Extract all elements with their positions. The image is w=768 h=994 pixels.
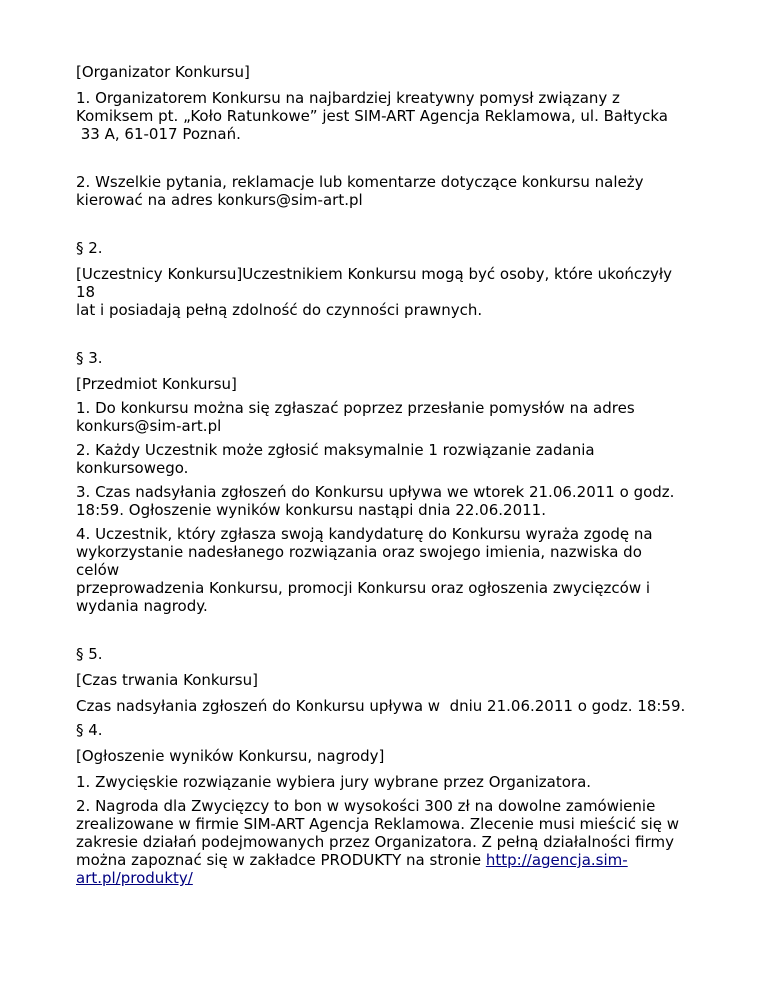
text-line: wykorzystanie nadesłanego rozwiązania oraz swojego imienia, nazwiska do celów <box>76 543 642 579</box>
section-3-heading: [Przedmiot Konkursu] <box>76 375 237 393</box>
text-line: wydania nagrody. <box>76 597 208 615</box>
section-5-number: § 5. <box>76 645 103 663</box>
section-4-paragraph-1: 1. Zwycięskie rozwiązanie wybiera jury wybrane przez Organizatora. <box>76 773 592 791</box>
text-line: 2. Nagroda dla Zwycięzcy to bon w wysokości 300 zł na dowolne zamówienie <box>76 797 656 815</box>
text-line: 33 A, 61-017 Poznań. <box>76 125 241 143</box>
section-4-heading: [Ogłoszenie wyników Konkursu, nagrody] <box>76 747 385 765</box>
produkty-link[interactable]: http://agencja.sim- <box>485 851 628 869</box>
organizer-paragraph-1 <box>76 89 688 143</box>
organizer-heading: [Organizator Konkursu] <box>76 63 250 81</box>
text-line: konkurs@sim-art.pl <box>76 417 222 435</box>
document-body <box>76 63 688 893</box>
section-5-text: Czas nadsyłania zgłoszeń do Konkursu upływa w dniu 21.06.2011 o godz. 18:59. <box>76 697 686 715</box>
text-line: lat i posiadają pełną zdolność do czynności prawnych. <box>76 301 483 319</box>
text-line: przeprowadzenia Konkursu, promocji Konkursu oraz ogłoszenia zwycięzców i <box>76 579 651 597</box>
text-line: 4. Uczestnik, który zgłasza swoją kandydaturę do Konkursu wyraża zgodę na <box>76 525 653 543</box>
section-2-text <box>76 265 688 319</box>
text-line: zakresie działań podejmowanych przez Organizatora. Z pełną działalności firmy <box>76 833 675 851</box>
text-line: można zapoznać się w zakładce PRODUKTY na stronie <box>76 851 486 869</box>
organizer-paragraph-2 <box>76 173 688 209</box>
section-3-number: § 3. <box>76 349 103 367</box>
section-3-paragraph-3 <box>76 483 688 519</box>
section-3-paragraph-1 <box>76 399 688 435</box>
text-line: 2. Każdy Uczestnik może zgłosić maksymalnie 1 rozwiązanie zadania <box>76 441 595 459</box>
text-line: kierować na adres konkurs@sim-art.pl <box>76 191 363 209</box>
text-line: konkursowego. <box>76 459 189 477</box>
section-3-paragraph-2 <box>76 441 688 477</box>
text-line: 3. Czas nadsyłania zgłoszeń do Konkursu upływa we wtorek 21.06.2011 o godz. <box>76 483 675 501</box>
section-2-number: § 2. <box>76 239 103 257</box>
text-line: 2. Wszelkie pytania, reklamacje lub komentarze dotyczące konkursu należy <box>76 173 644 191</box>
section-3-paragraph-4 <box>76 525 688 615</box>
section-4-number: § 4. <box>76 721 103 739</box>
text-line: Komiksem pt. „Koło Ratunkowe” jest SIM-ART Agencja Reklamowa, ul. Bałtycka <box>76 107 668 125</box>
section-5-heading: [Czas trwania Konkursu] <box>76 671 258 689</box>
text-line: 1. Do konkursu można się zgłaszać poprzez przesłanie pomysłów na adres <box>76 399 635 417</box>
produkty-link-continuation[interactable]: art.pl/produkty/ <box>76 869 193 887</box>
section-4-paragraph-2 <box>76 797 688 887</box>
text-line: [Uczestnicy Konkursu]Uczestnikiem Konkursu mogą być osoby, które ukończyły 18 <box>76 265 673 301</box>
text-line: 18:59. Ogłoszenie wyników konkursu nastąpi dnia 22.06.2011. <box>76 501 546 519</box>
text-line: zrealizowane w firmie SIM-ART Agencja Reklamowa. Zlecenie musi mieścić się w <box>76 815 680 833</box>
text-line: 1. Organizatorem Konkursu na najbardziej kreatywny pomysł związany z <box>76 89 620 107</box>
